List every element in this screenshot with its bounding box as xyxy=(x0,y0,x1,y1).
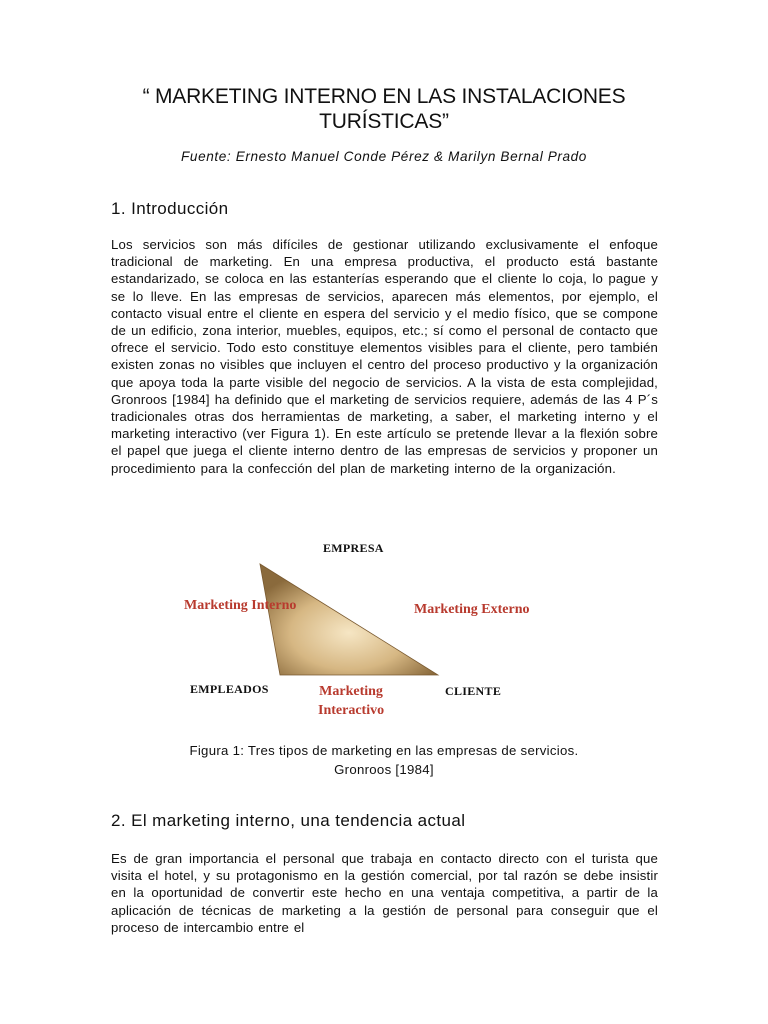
label-marketing-interactivo xyxy=(318,682,384,720)
caption-line-1: Figura 1: Tres tipos de marketing en las empresas de servicios. xyxy=(189,743,579,758)
marketing-triangle-figure xyxy=(160,535,600,725)
label-marketing-interno: Marketing Interno xyxy=(184,598,297,613)
section-2-heading: 2. El marketing interno, una tendencia actual xyxy=(111,811,466,830)
label-interactivo-line-1: Marketing xyxy=(319,684,383,699)
section-1-paragraph: Los servicios son más difíciles de gestionar utilizando exclusivamente el enfoque tradicional de marketing. En una empresa productiva, el producto está bastante estandarizado, se coloca en las estanterías esperando que el cliente lo coja, lo pague y se lo lleve. En las empresas de servicios, aparecen más elementos, por ejemplo, el contacto visual entre el cliente en espera del servicio y el medio físico, que se compone de un edificio, zona interior, muebles, equipos, etc.; sí como el personal de contacto que ofrece el servicio. Todo esto constituye elementos visibles para el cliente, pero también existen zonas no visibles que incluyen el centro del proceso productivo y la organización que apoya toda la parte visible del negocio de servicios. A la vista de esta complejidad, Gronroos [1984] ha definido que el marketing de servicios requiere, además de las 4 P´s tradicionales otras dos herramientas de marketing, a saber, el marketing interno y el marketing interactivo (ver Figura 1). En este artículo se pretende llevar a la flexión sobre el papel que juega el cliente interno dentro de las empresas de servicios y proponer un procedimiento para la confección del plan de marketing interno de la organización. xyxy=(111,237,658,476)
title-line-1: “ MARKETING INTERNO EN LAS INSTALACIONES xyxy=(142,85,626,108)
title-line-2: TURÍSTICAS” xyxy=(319,110,449,133)
label-interactivo-line-2: Interactivo xyxy=(318,703,385,718)
document-title xyxy=(100,84,668,134)
label-marketing-externo: Marketing Externo xyxy=(414,602,530,617)
figure-caption xyxy=(100,741,668,779)
label-empleados: EMPLEADOS xyxy=(190,682,269,696)
label-cliente: CLIENTE xyxy=(445,684,502,698)
caption-line-2: Gronroos [1984] xyxy=(334,762,434,777)
triangle-shape xyxy=(260,564,438,675)
label-empresa: EMPRESA xyxy=(323,541,384,555)
section-1-heading: 1. Introducción xyxy=(111,199,229,218)
source-line: Fuente: Ernesto Manuel Conde Pérez & Marilyn Bernal Prado xyxy=(181,149,587,164)
section-2-paragraph: Es de gran importancia el personal que trabaja en contacto directo con el turista que visita el hotel, y su protagonismo en la gestión comercial, por tal razón se debe insistir en la oportunidad de convertir este hecho en una ventaja competitiva, a partir de la aplicación de técnicas de marketing a la gestión de personal para conseguir que el proceso de intercambio entre el xyxy=(111,851,658,935)
